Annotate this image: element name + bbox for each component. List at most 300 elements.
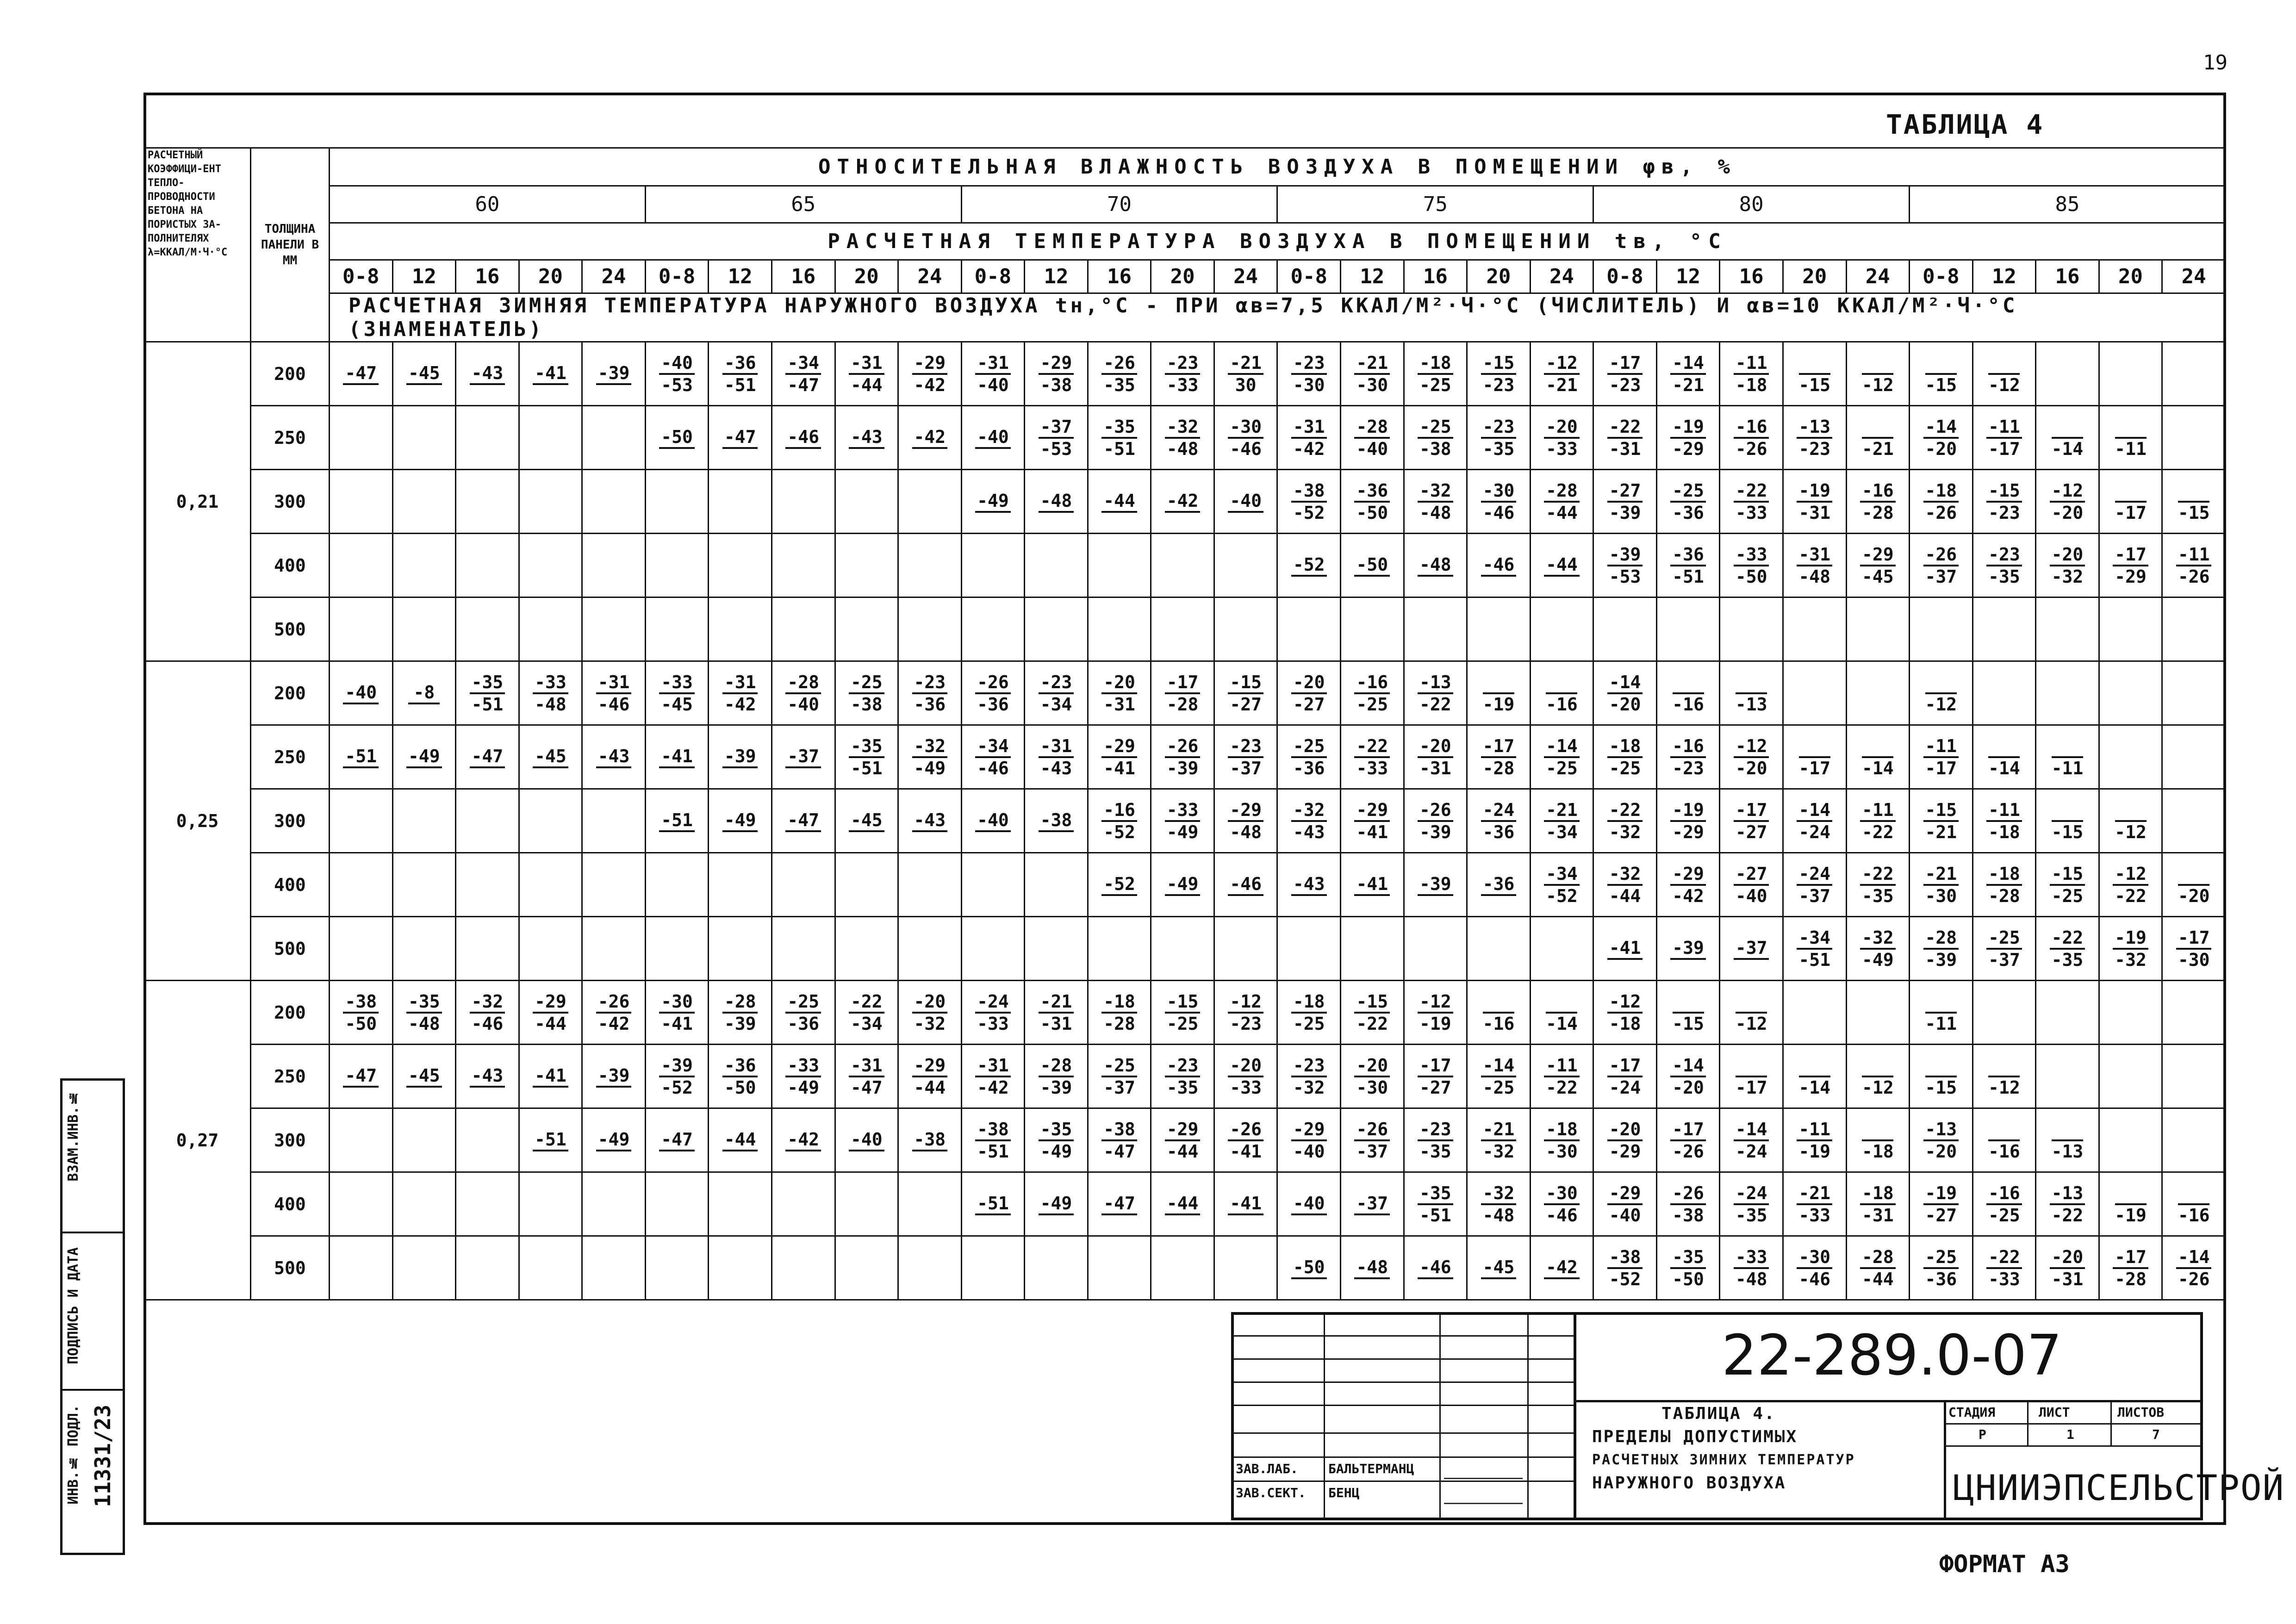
inner-temp-value: 16 [2036, 260, 2099, 293]
table-cell [645, 597, 709, 661]
table-cell [1341, 1236, 1404, 1300]
table-cell [1530, 534, 1593, 597]
numerator: -19 [1923, 1183, 1959, 1205]
table-cell [2162, 789, 2226, 853]
denominator: -14 [1988, 758, 2020, 778]
fraction-value [912, 672, 948, 715]
single-value: -48 [1354, 1257, 1390, 1279]
fraction-value [1797, 480, 1832, 523]
table-cell [1720, 661, 1783, 725]
denominator: -45 [1861, 566, 1894, 587]
table-cell [1593, 342, 1657, 406]
table-cell [1025, 1108, 1088, 1172]
table-cell [2162, 661, 2226, 725]
table-cell [1972, 853, 2036, 917]
fraction-value [1039, 1119, 1074, 1162]
table-cell [835, 534, 898, 597]
fraction-value [1797, 927, 1832, 970]
table-cell [582, 1236, 646, 1300]
fraction-value [1797, 864, 1832, 906]
fraction-value [1607, 1247, 1643, 1289]
single-value: -46 [785, 427, 821, 449]
denominator: -43 [1293, 821, 1325, 842]
numerator: -25 [1986, 927, 2022, 950]
fraction-value [1291, 736, 1327, 778]
fraction-value [1354, 417, 1390, 459]
fraction-value [1923, 480, 1959, 523]
single-value: -47 [722, 427, 758, 449]
table-cell [1341, 1172, 1404, 1236]
table-cell [835, 789, 898, 853]
fraction-value [1039, 736, 1074, 778]
numerator: -26 [596, 991, 632, 1014]
denominator: -31 [1040, 1013, 1072, 1034]
table-cell [709, 406, 772, 470]
fraction-value [2176, 1247, 2212, 1289]
numerator: -31 [722, 672, 758, 694]
table-cell [1467, 597, 1531, 661]
denominator: -52 [1546, 885, 1578, 906]
denominator: -27 [1735, 821, 1767, 842]
fraction-value [2113, 1183, 2148, 1226]
fraction-value [1860, 353, 1896, 395]
fraction-value [975, 353, 1011, 395]
fraction-value [1797, 1183, 1832, 1226]
denominator: -40 [787, 694, 820, 715]
denominator: -12 [2115, 821, 2147, 842]
stage-value: Р [1979, 1427, 1986, 1442]
drawing-code: 22-289.0-07 [1722, 1324, 2062, 1388]
table-cell [2162, 597, 2226, 661]
table-cell [835, 406, 898, 470]
thickness-value: 300 [251, 1108, 330, 1172]
numerator [2115, 480, 2147, 503]
fraction-value [1418, 991, 1453, 1034]
numerator: -37 [1039, 417, 1074, 439]
numerator: -34 [975, 736, 1011, 758]
denominator: -40 [1293, 1141, 1325, 1162]
numerator [2115, 417, 2147, 439]
table-cell [1467, 661, 1531, 725]
table-cell [1341, 853, 1404, 917]
numerator: -17 [1165, 672, 1201, 694]
table-cell [1783, 597, 1846, 661]
table-cell [645, 342, 709, 406]
inner-temp-value: 20 [2099, 260, 2162, 293]
table-cell [582, 725, 646, 789]
denominator: -38 [1672, 1205, 1704, 1226]
single-value: -44 [1544, 554, 1580, 577]
table-cell [1972, 1045, 2036, 1108]
denominator: -29 [1609, 1141, 1641, 1162]
name1-label: БАЛЬТЕРМАНЦ [1328, 1461, 1414, 1476]
table-cell [582, 342, 646, 406]
denominator: -40 [977, 374, 1009, 395]
table-cell [330, 853, 393, 917]
table-cell [1656, 725, 1720, 789]
numerator: -13 [2050, 1183, 2085, 1205]
fraction-value [2113, 800, 2148, 842]
fraction-value [1481, 800, 1517, 842]
single-value: -51 [975, 1193, 1011, 1215]
denominator: -51 [977, 1141, 1009, 1162]
table-cell [2036, 342, 2099, 406]
numerator [1546, 991, 1577, 1014]
numerator: -22 [1607, 800, 1643, 822]
numerator: -29 [1670, 864, 1706, 886]
table-cell [1656, 597, 1720, 661]
numerator: -28 [1923, 927, 1959, 950]
table-cell [1846, 1236, 1910, 1300]
fraction-value [2050, 1247, 2085, 1289]
fraction-value [533, 672, 568, 715]
denominator: -35 [1482, 438, 1515, 459]
fraction-value [1354, 353, 1390, 395]
denominator: -27 [1419, 1077, 1451, 1098]
table-cell [1720, 597, 1783, 661]
inner-temp-value: 20 [835, 260, 898, 293]
table-cell [1151, 597, 1214, 661]
table-cell [582, 1172, 646, 1236]
table-cell [1025, 1172, 1088, 1236]
table-cell [961, 1172, 1025, 1236]
table-cell [1972, 534, 2036, 597]
numerator: -20 [1291, 672, 1327, 694]
fraction-value [1670, 1247, 1706, 1289]
caption-line-3: РАСЧЕТНЫХ ЗИМНИХ ТЕМПЕРАТУР [1592, 1452, 1855, 1468]
numerator: -16 [1986, 1183, 2022, 1205]
thickness-value: 400 [251, 1172, 330, 1236]
table-cell [519, 1236, 582, 1300]
numerator [2052, 736, 2083, 758]
table-cell [2036, 597, 2099, 661]
denominator: -53 [1609, 566, 1641, 587]
single-value: -47 [343, 363, 379, 385]
table-cell [1530, 789, 1593, 853]
inner-temp-value: 12 [1025, 260, 1088, 293]
fraction-value [1734, 1183, 1769, 1226]
fraction-value [1923, 1119, 1959, 1162]
table-cell [392, 725, 456, 789]
fraction-value [1418, 480, 1453, 523]
table-cell [2099, 406, 2162, 470]
table-cell [519, 981, 582, 1045]
numerator: -32 [1291, 800, 1327, 822]
denominator: -22 [1861, 821, 1894, 842]
denominator: -50 [1672, 1269, 1704, 1289]
table-cell [2036, 470, 2099, 534]
sheet-label: ЛИСТ [2039, 1405, 2070, 1420]
table-cell [2099, 725, 2162, 789]
denominator: -16 [1482, 1013, 1515, 1034]
denominator: -38 [850, 694, 883, 715]
denominator: -51 [1672, 566, 1704, 587]
fraction-value [1860, 1183, 1896, 1226]
single-value: -43 [1291, 874, 1327, 896]
fraction-value [1607, 800, 1643, 842]
denominator: -51 [1103, 438, 1135, 459]
denominator: -38 [1040, 374, 1072, 395]
table-cell [772, 406, 835, 470]
numerator: -36 [1354, 480, 1390, 503]
denominator: -36 [1925, 1269, 1957, 1289]
table-cell [2036, 917, 2099, 981]
single-value: -49 [722, 810, 758, 832]
denominator: -47 [850, 1077, 883, 1098]
denominator: -12 [1861, 374, 1894, 395]
fraction-value [1734, 1119, 1769, 1162]
table-cell [1151, 917, 1214, 981]
denominator: -16 [1546, 694, 1578, 715]
table-cell [1783, 534, 1846, 597]
single-value: -41 [1354, 874, 1390, 896]
table-cell [2162, 1108, 2226, 1172]
fraction-value [1734, 991, 1769, 1034]
single-value: -49 [596, 1129, 632, 1151]
table-cell [835, 725, 898, 789]
numerator: -24 [1481, 800, 1517, 822]
denominator: -21 [1546, 374, 1578, 395]
fraction-value [2113, 480, 2148, 523]
denominator: -39 [1040, 1077, 1072, 1098]
fraction-value [1860, 800, 1896, 842]
single-value: -43 [849, 427, 884, 449]
table-cell [330, 342, 393, 406]
fraction-value [1797, 736, 1832, 778]
denominator: -16 [1988, 1141, 2020, 1162]
numerator [1483, 991, 1514, 1014]
table-cell [772, 342, 835, 406]
table-cell [519, 661, 582, 725]
numerator: -23 [1481, 417, 1517, 439]
fraction-value [1734, 417, 1769, 459]
denominator: -37 [1798, 885, 1831, 906]
table-cell [330, 661, 393, 725]
denominator: -47 [787, 374, 820, 395]
table-cell [519, 1108, 582, 1172]
denominator: -21 [1925, 821, 1957, 842]
table-cell [2099, 917, 2162, 981]
numerator [1736, 672, 1767, 694]
denominator: -20 [2178, 885, 2210, 906]
single-value: -52 [1101, 874, 1137, 896]
numerator: -25 [849, 672, 884, 694]
caption-line-1: ТАБЛИЦА 4. [1661, 1404, 1776, 1423]
table-cell [1277, 1172, 1341, 1236]
denominator: -33 [1546, 438, 1578, 459]
table-cell [1151, 725, 1214, 789]
table-cell [2162, 725, 2226, 789]
single-value: -40 [975, 427, 1011, 449]
table-cell [1720, 853, 1783, 917]
fraction-value [2176, 480, 2212, 523]
fraction-value [1291, 353, 1327, 395]
thickness-value: 500 [251, 597, 330, 661]
numerator: -29 [1228, 800, 1263, 822]
numerator: -32 [1860, 927, 1896, 950]
fraction-value [1291, 991, 1327, 1034]
denominator: -14 [1798, 1077, 1831, 1098]
denominator: -42 [914, 374, 946, 395]
fraction-value [1101, 800, 1137, 842]
table-cell [961, 917, 1025, 981]
numerator [2115, 800, 2147, 822]
denominator: -31 [1103, 694, 1135, 715]
table-row [144, 1108, 2226, 1172]
numerator: -23 [1039, 672, 1074, 694]
denominator: -23 [1230, 1013, 1262, 1034]
fraction-value [1165, 736, 1201, 778]
fraction-value [1797, 544, 1832, 587]
numerator: -30 [1797, 1247, 1832, 1269]
table-cell [392, 470, 456, 534]
table-cell [1972, 342, 2036, 406]
single-value: -36 [1481, 874, 1517, 896]
numerator: -17 [1481, 736, 1517, 758]
fraction-value [1354, 672, 1390, 715]
param-header-label: РАСЧЕТНЫЙ КОЭФФИЦИ-ЕНТ ТЕПЛО-ПРОВОДНОСТИ БЕТОНА НА ПОРИСТЫХ ЗА-ПОЛНИТЕЛЯХ [148, 149, 221, 244]
table-cell [1846, 342, 1910, 406]
table-cell [1593, 406, 1657, 470]
table-cell [1910, 1236, 1973, 1300]
table-cell [1341, 1108, 1404, 1172]
table-cell [582, 534, 646, 597]
fraction-value [1923, 1247, 1959, 1289]
table-cell [1846, 1108, 1910, 1172]
numerator: -13 [1797, 417, 1832, 439]
denominator: -46 [597, 694, 630, 715]
table-cell [961, 1236, 1025, 1300]
table-cell [1846, 597, 1910, 661]
caption-line-4: НАРУЖНОГО ВОЗДУХА [1592, 1474, 1786, 1493]
table-cell [1404, 981, 1467, 1045]
denominator: -22 [1356, 1013, 1388, 1034]
fraction-value [1039, 991, 1074, 1034]
denominator: -49 [1861, 949, 1894, 970]
table-cell [961, 342, 1025, 406]
numerator: -30 [1228, 417, 1263, 439]
fraction-value [1291, 1055, 1327, 1098]
table-cell [1783, 661, 1846, 725]
thickness-value: 250 [251, 406, 330, 470]
table-cell [1341, 597, 1404, 661]
table-cell [2099, 981, 2162, 1045]
numerator: -32 [1418, 480, 1453, 503]
denominator: -25 [1546, 758, 1578, 778]
fraction-value [2176, 864, 2212, 906]
table-cell [1593, 789, 1657, 853]
fraction-value [1607, 736, 1643, 778]
inv-podl-label: ИНВ.№ ПОДЛ. [65, 1405, 81, 1505]
denominator: -30 [1356, 1077, 1388, 1098]
fraction-value [2050, 417, 2085, 459]
table-cell [772, 789, 835, 853]
inner-temp-value: 16 [1720, 260, 1783, 293]
fraction-value [722, 991, 758, 1034]
denominator: -16 [2178, 1205, 2210, 1226]
single-value: -47 [785, 810, 821, 832]
thickness-value: 300 [251, 789, 330, 853]
fraction-value [1860, 1055, 1896, 1098]
table-cell [1593, 1108, 1657, 1172]
inner-temp-value: 0-8 [645, 260, 709, 293]
denominator: -19 [2115, 1205, 2147, 1226]
numerator: -12 [1228, 991, 1263, 1014]
table-cell [835, 1172, 898, 1236]
numerator [2178, 864, 2209, 886]
numerator [1925, 1055, 1957, 1077]
vzam-inv-label: ВЗАМ.ИНВ.№ [65, 1090, 81, 1182]
numerator: -19 [1670, 800, 1706, 822]
single-value: -39 [596, 1065, 632, 1088]
fraction-value [2050, 480, 2085, 523]
table-cell [1088, 1108, 1151, 1172]
table-cell [1593, 661, 1657, 725]
table-cell [392, 534, 456, 597]
table-cell [961, 1108, 1025, 1172]
single-value: -45 [849, 810, 884, 832]
table-cell [835, 470, 898, 534]
fraction-value [1986, 1183, 2022, 1226]
table-cell [1151, 661, 1214, 725]
table-cell [1593, 1172, 1657, 1236]
fraction-value [1607, 672, 1643, 715]
numerator: -12 [1418, 991, 1453, 1014]
table-cell [1088, 789, 1151, 853]
numerator: -14 [1923, 417, 1959, 439]
table-cell [2099, 789, 2162, 853]
denominator: -37 [1925, 566, 1957, 587]
table-cell [330, 725, 393, 789]
numerator: -20 [912, 991, 948, 1014]
table-cell [392, 406, 456, 470]
table-cell [772, 1045, 835, 1108]
numerator: -27 [1607, 480, 1643, 503]
denominator: -18 [1609, 1013, 1641, 1034]
numerator [1673, 991, 1704, 1014]
numerator: -11 [1923, 736, 1959, 758]
param-header-unit: λ=ККАЛ/М·Ч·°С [148, 247, 228, 258]
numerator: -23 [1165, 1055, 1201, 1077]
denominator: -15 [1925, 374, 1957, 395]
fraction-value [2050, 736, 2085, 778]
table-cell [1214, 789, 1277, 853]
denominator: -52 [1293, 502, 1325, 523]
numerator: -21 [1039, 991, 1074, 1014]
table-cell [1151, 789, 1214, 853]
table-cell [1404, 789, 1467, 853]
table-cell [1910, 406, 1973, 470]
table-cell [1910, 470, 1973, 534]
table-cell [582, 917, 646, 981]
table-cell [582, 1108, 646, 1172]
inner-temp-value: 0-8 [961, 260, 1025, 293]
fraction-value [1481, 1183, 1517, 1226]
table-row [144, 1045, 2226, 1108]
table-cell [519, 789, 582, 853]
table-cell [898, 981, 962, 1045]
table-cell [1783, 725, 1846, 789]
numerator: -15 [1165, 991, 1201, 1014]
table-cell [392, 597, 456, 661]
denominator: -11 [2051, 758, 2084, 778]
fraction-value [1923, 353, 1959, 395]
numerator [2052, 1119, 2083, 1141]
fraction-value [1481, 736, 1517, 778]
single-value: -45 [533, 746, 568, 768]
fraction-value [849, 991, 884, 1034]
table-cell [392, 789, 456, 853]
